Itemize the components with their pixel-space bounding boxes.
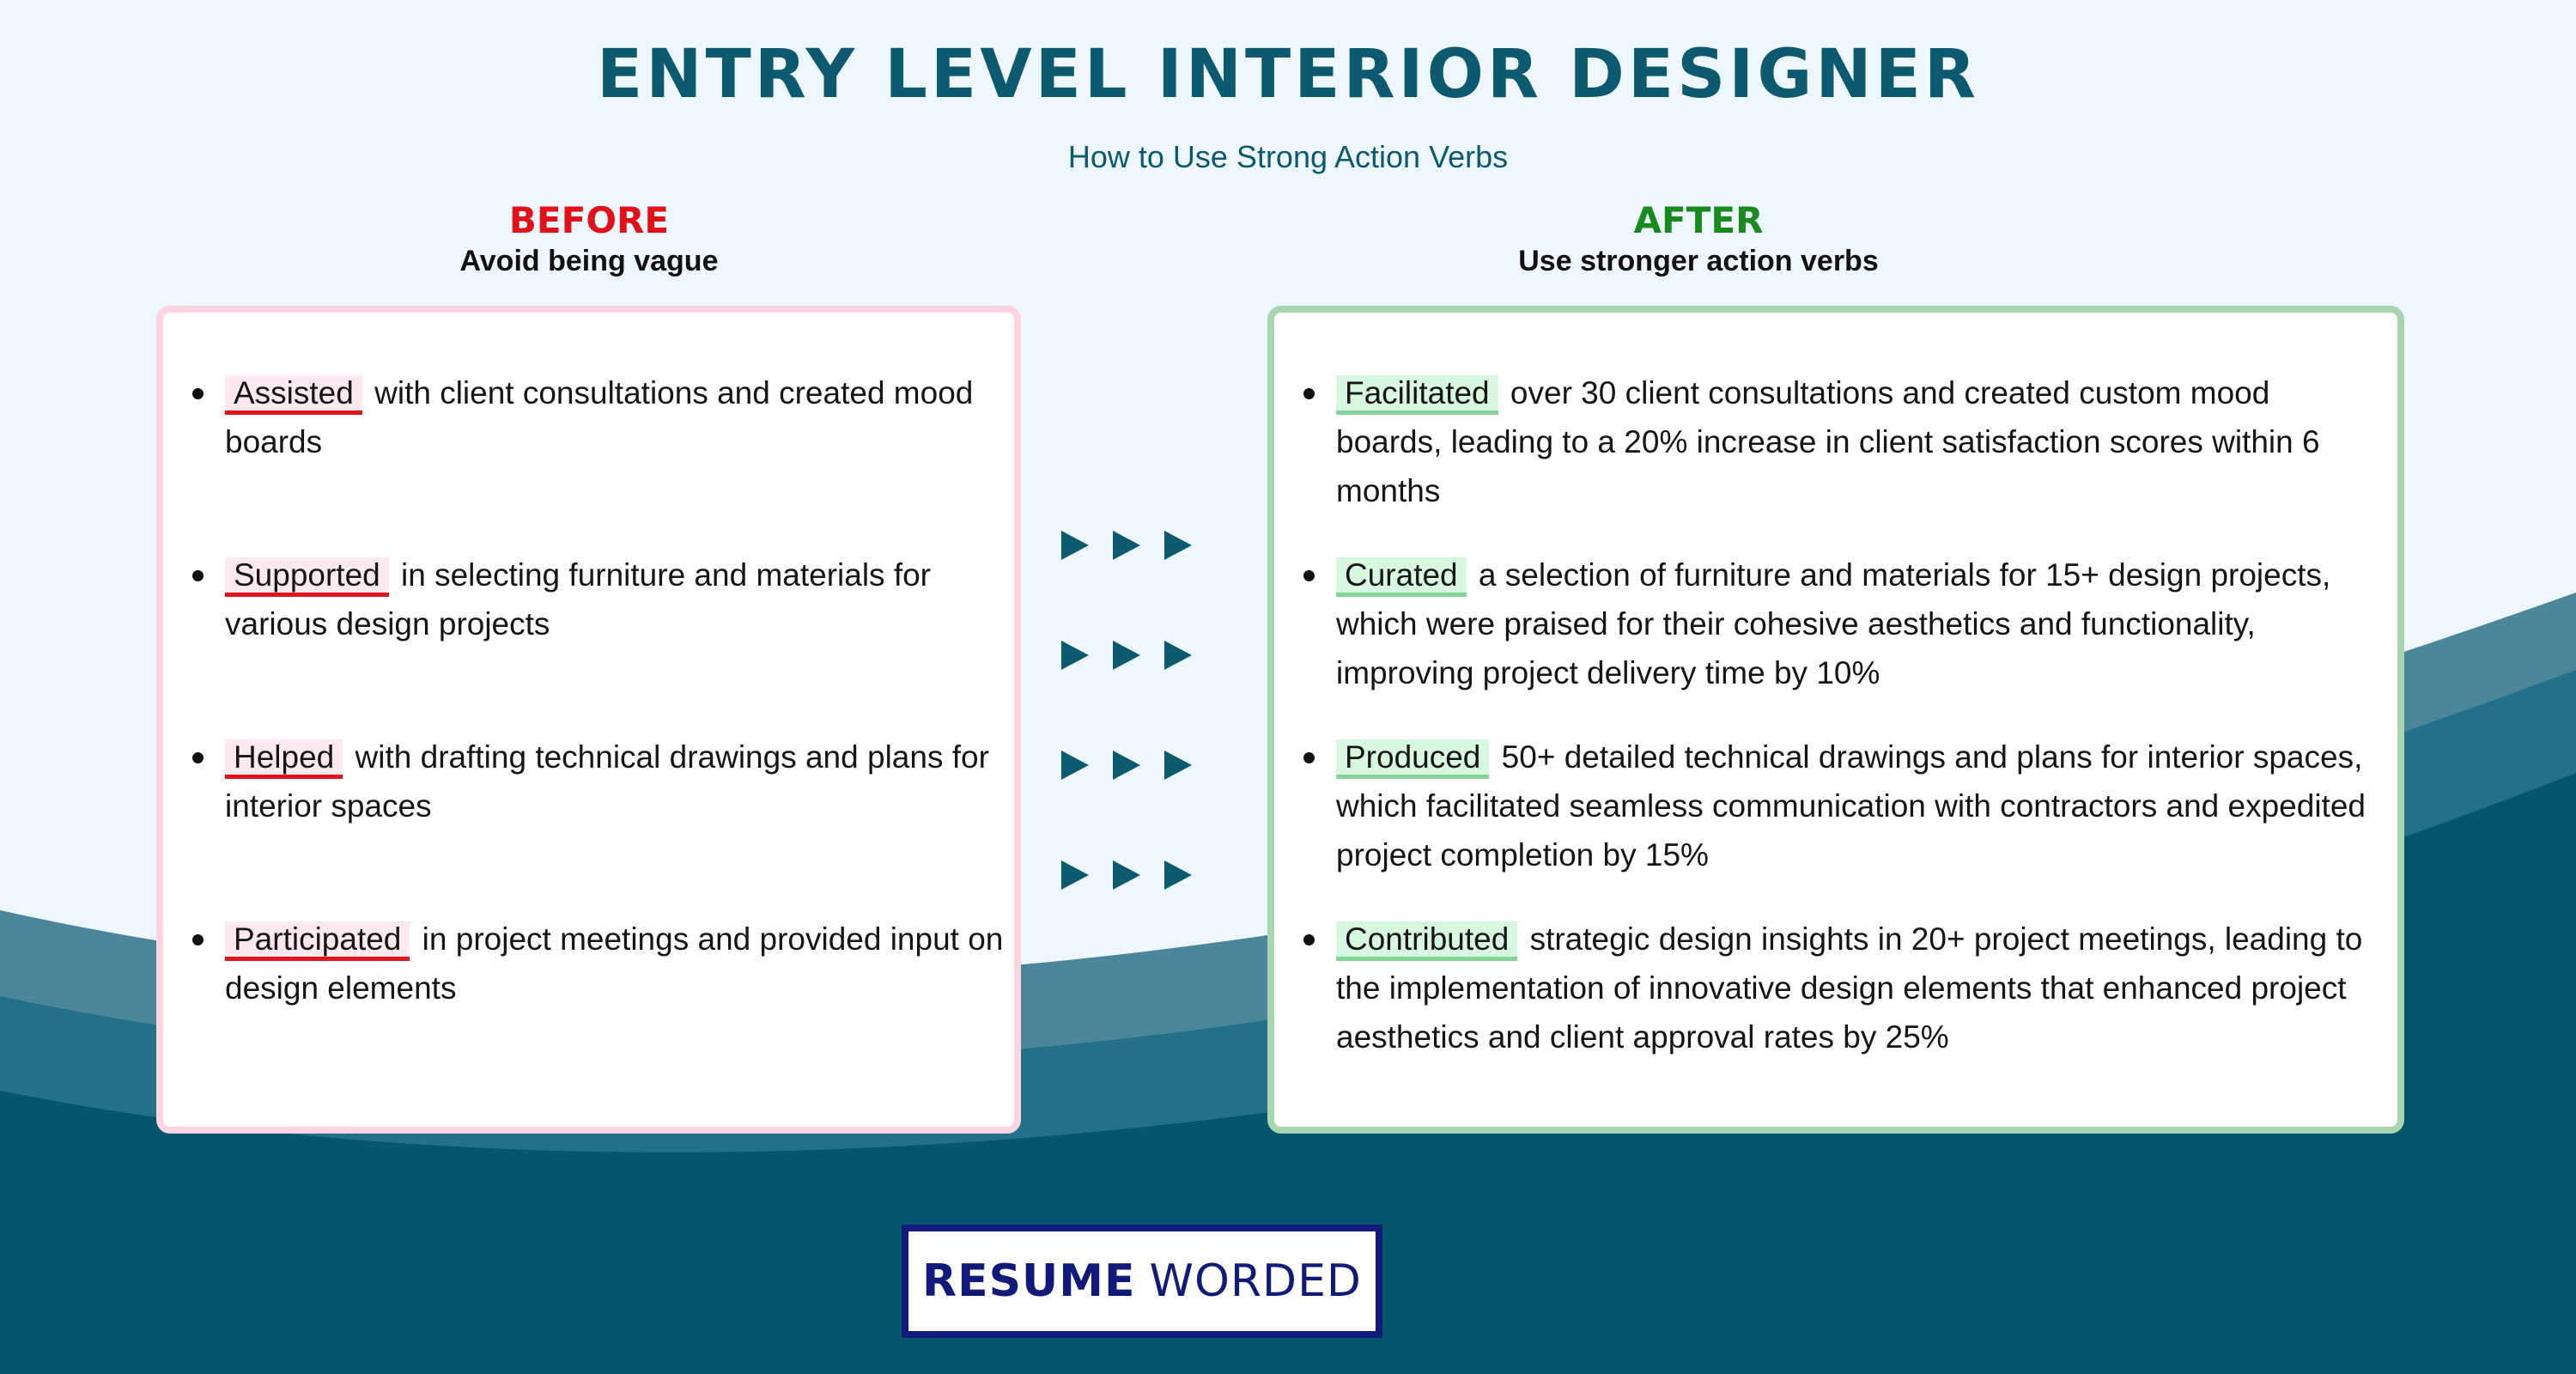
play-arrow-icon — [1113, 751, 1140, 780]
weak-verb: Helped — [225, 739, 343, 779]
play-arrow-icon — [1113, 531, 1140, 560]
resume-worded-logo — [902, 1225, 1382, 1338]
play-arrow-icon — [1061, 531, 1089, 560]
play-arrow-icon — [1164, 860, 1192, 890]
list-item — [189, 915, 1005, 1097]
item-text: a selection of furniture and materials for 15+ design projects, which were praised for their cohesive aesthetics and functionality, improving project delivery time by 10% — [1336, 557, 2331, 690]
arrow-group — [1061, 745, 1224, 785]
strong-verb: Facilitated — [1336, 375, 1498, 415]
list-item — [189, 550, 1005, 733]
item-text: 50+ detailed technical drawings and plans for interior spaces, which facilitated seamless communication with contractors and expedited project completion by 15% — [1336, 739, 2366, 872]
item-text: in project meetings and provided input on design elements — [225, 921, 1004, 1006]
before-panel — [156, 306, 1021, 1134]
list-item — [1300, 550, 2382, 733]
page-subtitle: How to Use Strong Action Verbs — [1067, 139, 1509, 174]
weak-verb: Supported — [225, 557, 389, 597]
after-header — [1269, 199, 2128, 280]
before-header — [160, 199, 1018, 280]
arrow-group — [1061, 635, 1224, 675]
item-text: strategic design insights in 20+ project meetings, leading to the implementation of innovative design elements that enhanced project aesthetics and client approval rates by 25% — [1336, 921, 2363, 1055]
play-arrow-icon — [1061, 641, 1089, 670]
page-title: ENTRY LEVEL INTERIOR DESIGNER — [597, 36, 1979, 113]
item-text: with client consultations and created mood boards — [225, 375, 974, 459]
list-item — [1300, 368, 2382, 550]
play-arrow-icon — [1113, 860, 1140, 890]
logo-bold-text: RESUME — [922, 1255, 1136, 1307]
play-arrow-icon — [1113, 641, 1140, 670]
strong-verb: Contributed — [1336, 921, 1517, 961]
weak-verb: Participated — [225, 921, 410, 961]
after-sublabel: Use stronger action verbs — [1518, 245, 1879, 277]
item-text: with drafting technical drawings and plans for interior spaces — [225, 739, 989, 824]
item-text: over 30 client consultations and created custom mood boards, leading to a 20% increase in client satisfaction scores within 6 months — [1336, 375, 2320, 508]
list-item — [1300, 733, 2382, 915]
play-arrow-icon — [1061, 860, 1089, 890]
logo-light-text: WORDED — [1149, 1255, 1362, 1307]
strong-verb: Curated — [1336, 557, 1467, 597]
strong-verb: Produced — [1336, 739, 1489, 779]
item-text: in selecting furniture and materials for various design projects — [225, 557, 931, 641]
play-arrow-icon — [1164, 751, 1192, 780]
before-list — [189, 368, 1005, 1097]
before-label: BEFORE — [508, 199, 670, 241]
play-arrow-icon — [1164, 641, 1192, 670]
arrow-group — [1061, 855, 1224, 895]
before-sublabel: Avoid being vague — [459, 245, 719, 277]
after-panel — [1267, 306, 2404, 1134]
after-list — [1300, 368, 2382, 1097]
list-item — [189, 368, 1005, 550]
play-arrow-icon — [1164, 531, 1192, 560]
play-arrow-icon — [1061, 751, 1089, 780]
arrow-group — [1061, 526, 1224, 565]
list-item — [189, 733, 1005, 915]
after-label: AFTER — [1633, 199, 1764, 241]
list-item — [1300, 915, 2382, 1097]
weak-verb: Assisted — [225, 375, 362, 415]
